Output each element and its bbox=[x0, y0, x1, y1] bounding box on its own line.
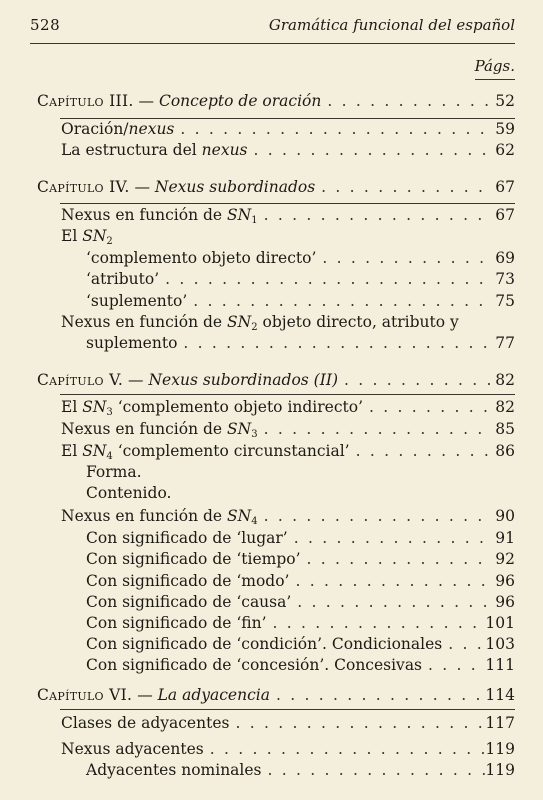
entry-italic: SN bbox=[82, 442, 107, 460]
toc-entry bbox=[86, 528, 515, 549]
entry-text-group bbox=[61, 226, 113, 247]
toc-entry bbox=[86, 269, 515, 290]
page-number: 528 bbox=[30, 16, 61, 34]
chapter-heading bbox=[37, 685, 515, 706]
chapter-title-group: Capítulo VI. — La adyacencia bbox=[37, 686, 270, 704]
dot-leader bbox=[315, 177, 493, 198]
dot-leader bbox=[258, 205, 493, 226]
entry-page: 96 bbox=[495, 593, 515, 611]
toc-entry bbox=[86, 655, 515, 676]
toc-entry bbox=[86, 248, 515, 269]
toc-entry bbox=[86, 613, 515, 634]
entry-page: 82 bbox=[495, 398, 515, 416]
running-header bbox=[30, 16, 515, 42]
toc-entry bbox=[86, 483, 515, 504]
entry-text-group bbox=[61, 312, 459, 333]
entry-text: Adyacentes nominales bbox=[86, 761, 262, 779]
toc-entry bbox=[61, 226, 515, 247]
entry-text-group bbox=[61, 441, 350, 462]
toc-entry bbox=[86, 549, 515, 570]
entry-text-group bbox=[61, 205, 258, 226]
entry-text: Con significado de ‘concesión’. Concesivas bbox=[86, 656, 423, 674]
entry-text: Forma. bbox=[86, 463, 142, 481]
dot-leader bbox=[258, 419, 493, 440]
chapter-title-group: Capítulo III. — Concepto de oración bbox=[37, 92, 322, 110]
toc-entry bbox=[86, 571, 515, 592]
chapter-heading bbox=[37, 91, 515, 112]
toc-entry bbox=[61, 713, 515, 734]
entry-text-group bbox=[86, 655, 422, 676]
toc-entry bbox=[61, 312, 515, 333]
entry-text-group bbox=[61, 397, 363, 418]
chapter-heading bbox=[37, 370, 515, 391]
entry-tail: ‘complemento circunstancial’ bbox=[112, 442, 350, 460]
dot-leader bbox=[187, 291, 493, 312]
entry-page: 111 bbox=[485, 656, 515, 674]
dot-leader bbox=[301, 549, 493, 570]
entry-text: Clases de adyacentes bbox=[61, 714, 230, 732]
entry-italic: SN bbox=[82, 398, 107, 416]
entry-page: 103 bbox=[485, 635, 515, 653]
chapter-page: 67 bbox=[495, 178, 515, 196]
toc-entry bbox=[61, 397, 515, 418]
entry-text: suplemento bbox=[86, 334, 178, 352]
entry-text: Nexus adyacentes bbox=[61, 740, 204, 758]
entry-text-group bbox=[86, 528, 288, 549]
entry-text-group bbox=[86, 483, 171, 504]
toc-entry bbox=[61, 506, 515, 527]
entry-page: 86 bbox=[495, 442, 515, 460]
dot-leader bbox=[177, 333, 493, 354]
dot-leader bbox=[350, 441, 493, 462]
entry-text-group bbox=[86, 613, 267, 634]
entry-subscript: 1 bbox=[251, 215, 258, 226]
dot-leader bbox=[270, 685, 485, 706]
entry-text: La estructura del bbox=[61, 141, 202, 159]
chapter-heading bbox=[37, 177, 515, 198]
entry-page: 59 bbox=[495, 120, 515, 138]
entry-text-group bbox=[61, 506, 258, 527]
entry-text: Con significado de ‘fin’ bbox=[86, 614, 267, 632]
entry-page: 75 bbox=[495, 292, 515, 310]
entry-text-group bbox=[86, 462, 142, 483]
entry-page: 67 bbox=[495, 206, 515, 224]
entry-page: 119 bbox=[485, 761, 515, 779]
entry-text: Con significado de ‘tiempo’ bbox=[86, 550, 301, 568]
dot-leader bbox=[442, 634, 485, 655]
chapter-title: Concepto de oración bbox=[158, 92, 322, 110]
entry-text-group bbox=[61, 713, 229, 734]
dot-leader bbox=[363, 397, 493, 418]
entry-subscript: 2 bbox=[106, 236, 113, 247]
entry-subscript: 3 bbox=[106, 407, 113, 418]
chapter-label: Capítulo IV. bbox=[37, 178, 130, 196]
dot-leader bbox=[229, 713, 485, 734]
chapter-label: Capítulo V. bbox=[37, 371, 124, 389]
entry-italic: nexus bbox=[201, 141, 248, 159]
entry-page: 73 bbox=[495, 270, 515, 288]
entry-text-group bbox=[86, 248, 316, 269]
dot-leader bbox=[288, 528, 493, 549]
entry-text-group bbox=[86, 549, 301, 570]
entry-text-group bbox=[86, 571, 289, 592]
entry-text-group bbox=[61, 739, 204, 760]
chapter-page: 114 bbox=[485, 686, 515, 704]
toc-entry bbox=[61, 419, 515, 440]
chapter-title-group: Capítulo IV. — Nexus subordinados bbox=[37, 178, 316, 196]
entry-subscript: 4 bbox=[106, 451, 113, 462]
dot-leader bbox=[289, 571, 493, 592]
header-rule bbox=[30, 43, 515, 44]
dot-leader bbox=[316, 248, 493, 269]
entry-page: 69 bbox=[495, 249, 515, 267]
entry-text: Nexus en función de bbox=[61, 507, 228, 525]
chapter-separator bbox=[60, 709, 515, 710]
entry-subscript: 2 bbox=[251, 322, 258, 333]
dot-leader bbox=[204, 739, 486, 760]
entry-subscript: 4 bbox=[251, 516, 258, 527]
entry-text: El bbox=[61, 398, 83, 416]
entry-text-group bbox=[86, 291, 187, 312]
entry-subscript: 3 bbox=[251, 429, 258, 440]
entry-page: 91 bbox=[495, 529, 515, 547]
entry-page: 119 bbox=[485, 740, 515, 758]
entry-page: 85 bbox=[495, 420, 515, 438]
entry-text: Nexus en función de bbox=[61, 206, 228, 224]
dot-leader bbox=[321, 91, 493, 112]
dot-leader bbox=[291, 592, 493, 613]
toc-entry bbox=[61, 739, 515, 760]
chapter-separator bbox=[60, 203, 515, 204]
chapter-page: 52 bbox=[495, 92, 515, 110]
entry-italic: SN bbox=[227, 507, 252, 525]
dot-leader bbox=[422, 655, 485, 676]
toc-entry bbox=[86, 291, 515, 312]
entry-tail: ‘complemento objeto indirecto’ bbox=[112, 398, 364, 416]
toc-entry bbox=[61, 205, 515, 226]
entry-text-group bbox=[86, 592, 291, 613]
dot-leader bbox=[174, 119, 493, 140]
dot-leader bbox=[262, 760, 486, 781]
entry-text: El bbox=[61, 227, 83, 245]
toc-entry bbox=[61, 119, 515, 140]
entry-text-group bbox=[61, 140, 248, 161]
toc-entry bbox=[86, 760, 515, 781]
entry-text: Con significado de ‘causa’ bbox=[86, 593, 292, 611]
chapter-title: La adyacencia bbox=[157, 686, 270, 704]
entry-text-group bbox=[61, 119, 174, 140]
toc-entry bbox=[61, 441, 515, 462]
toc-entry bbox=[86, 634, 515, 655]
entry-text-group bbox=[86, 333, 177, 354]
dot-leader bbox=[267, 613, 486, 634]
entry-page: 77 bbox=[495, 334, 515, 352]
book-title: Gramática funcional del español bbox=[268, 16, 515, 34]
entry-text: Con significado de ‘lugar’ bbox=[86, 529, 288, 547]
entry-text: Contenido. bbox=[86, 484, 172, 502]
entry-italic: SN bbox=[227, 420, 252, 438]
toc-entry bbox=[61, 140, 515, 161]
entry-italic: nexus bbox=[128, 120, 175, 138]
chapter-title: Nexus subordinados (II) bbox=[148, 371, 339, 389]
entry-text-group bbox=[86, 760, 262, 781]
entry-tail: objeto directo, atributo y bbox=[257, 313, 459, 331]
entry-text-group bbox=[61, 419, 258, 440]
chapter-title: Nexus subordinados bbox=[154, 178, 316, 196]
entry-page: 96 bbox=[495, 572, 515, 590]
entry-text: Nexus en función de bbox=[61, 313, 228, 331]
entry-text-group bbox=[86, 634, 442, 655]
chapter-label: Capítulo VI. bbox=[37, 686, 133, 704]
dot-leader bbox=[258, 506, 493, 527]
entry-text: Con significado de ‘condición’. Condicionales bbox=[86, 635, 443, 653]
entry-text: Nexus en función de bbox=[61, 420, 228, 438]
toc-entry bbox=[86, 333, 515, 354]
toc-entry bbox=[86, 592, 515, 613]
dot-leader bbox=[248, 140, 493, 161]
entry-text: ‘atributo’ bbox=[86, 270, 160, 288]
dot-leader bbox=[159, 269, 493, 290]
entry-italic: SN bbox=[227, 206, 252, 224]
entry-italic: SN bbox=[227, 313, 252, 331]
entry-page: 117 bbox=[485, 714, 515, 732]
entry-page: 92 bbox=[495, 550, 515, 568]
entry-italic: SN bbox=[82, 227, 107, 245]
chapter-separator bbox=[60, 394, 515, 395]
chapter-label: Capítulo III. bbox=[37, 92, 134, 110]
entry-text: Con significado de ‘modo’ bbox=[86, 572, 290, 590]
chapter-page: 82 bbox=[495, 371, 515, 389]
entry-text: ‘suplemento’ bbox=[86, 292, 188, 310]
entry-page: 62 bbox=[495, 141, 515, 159]
entry-text: Oración/ bbox=[61, 120, 129, 138]
entry-text-group bbox=[86, 269, 159, 290]
dot-leader bbox=[338, 370, 493, 391]
entry-page: 90 bbox=[495, 507, 515, 525]
pags-underline bbox=[475, 79, 515, 80]
entry-text: El bbox=[61, 442, 83, 460]
entry-text: ‘complemento objeto directo’ bbox=[86, 249, 317, 267]
chapter-title-group: Capítulo V. — Nexus subordinados (II) bbox=[37, 371, 339, 389]
toc-entry bbox=[86, 462, 515, 483]
pags-label: Págs. bbox=[474, 57, 515, 75]
entry-page: 101 bbox=[485, 614, 515, 632]
